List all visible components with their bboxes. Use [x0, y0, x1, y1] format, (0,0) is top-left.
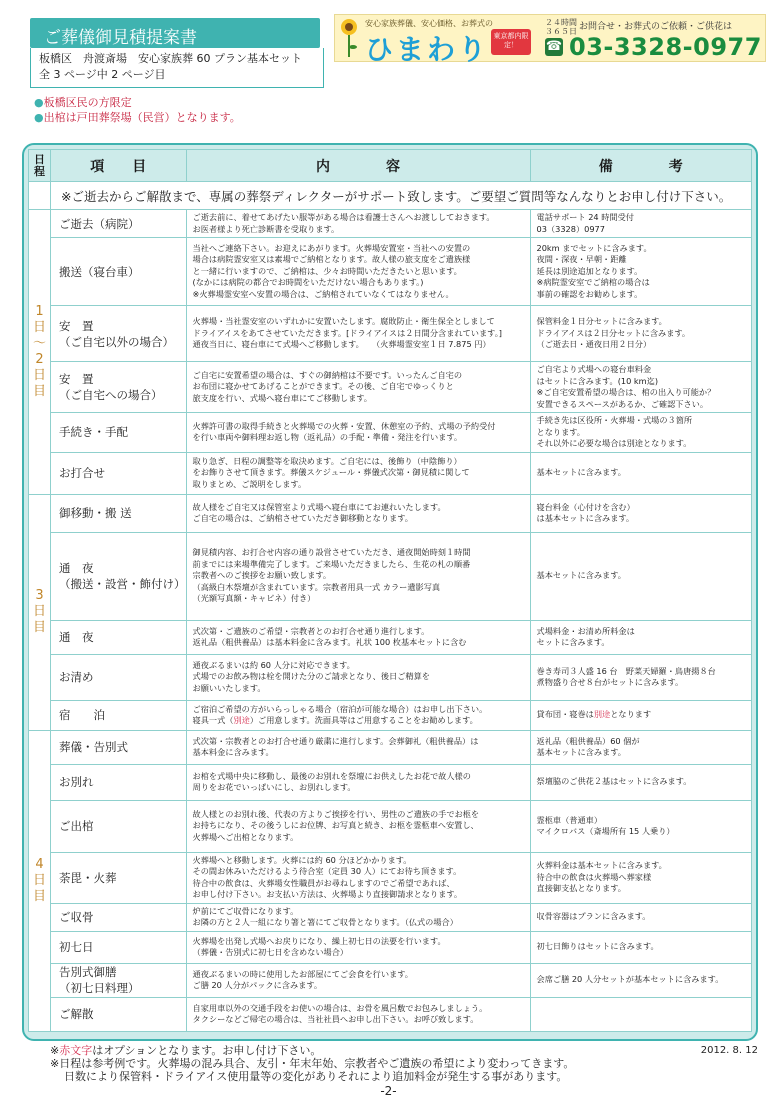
table-row: [29, 238, 752, 306]
day-cell: [29, 182, 51, 210]
row-item: 搬送（寝台車）: [51, 238, 187, 306]
header-remarks: 備 考: [530, 150, 752, 182]
row-remarks: 基本セットに含みます。: [530, 452, 752, 494]
row-item: 葬儀・告別式: [51, 730, 187, 764]
page-title: ご葬儀御見積提案書: [30, 18, 320, 48]
row-content: 通夜ぶるまいは約 60 人分に対応できます。 式場でのお飲み物は栓を開けた分のご請求となり、後日ご精算を お願いいたします。: [186, 654, 530, 700]
table-row: [29, 963, 752, 997]
row-content: 当社へご連絡下さい。お迎えにあがります。火葬場安置室・当社への安置の 場合は病院霊安室又は素場でご納棺となります。故人様の旅支度をご遺族様 と一緒に行いますので、ご納棺は、少々お時間いただきたいと思います。 (なかには病院の都合でお時間をいただけない場合もあります。) ※火葬場霊安室へ安置の場合は、ご納棺されていなくてはなりません。: [186, 238, 530, 306]
table-row: [29, 620, 752, 654]
row-remarks: 保管料金１日分セットに含みます。 ドライアイスは２日分セットに含みます。 （ご逝去日・通夜日用２日分）: [530, 306, 752, 362]
page-number: -2-: [380, 1084, 397, 1098]
table-row: [29, 413, 752, 453]
footer-line-1: ※赤文字はオプションとなります。お申し付け下さい。: [50, 1044, 322, 1057]
row-remarks: 初七日飾りはセットに含みます。: [530, 931, 752, 963]
header-item: 項 目: [51, 150, 187, 182]
notes: [34, 95, 241, 125]
document-date: 2012. 8. 12: [700, 1045, 758, 1056]
row-item: お打合せ: [51, 452, 187, 494]
row-item: 初七日: [51, 931, 187, 963]
row-content: 取り急ぎ、日程の調整等を取決めます。ご自宅には、後飾り（中陰飾り） をお飾りさせて頂きます。葬儀スケジュール・葬儀式次第・御見積に関して 取りまとめ、ご説明をします。: [186, 452, 530, 494]
intro-text: ※ご逝去からご解散まで、専属の葬祭ディレクターがサポート致します。ご要望ご質問等なんなりとお申し付け下さい。: [51, 182, 752, 210]
row-content: 自家用車以外の交通手段をお使いの場合は、お骨を風呂敷でお包みしましょう。 タクシーなどご帰宅の場合は、当社社員へお申し出下さい。お呼び致します。: [186, 997, 530, 1031]
row-remarks: 電話サポート 24 時間受付 03（3328）0977: [530, 210, 752, 238]
row-item: お別れ: [51, 764, 187, 800]
row-item: 告別式御膳 （初七日料理）: [51, 963, 187, 997]
row-item: 荼毘・火葬: [51, 852, 187, 903]
row-content: ご宿泊ご希望の方がいらっしゃる場合（宿泊が可能な場合）はお申し出下さい。 寝具一式（別途）ご用意します。洗面具等はご用意することをお勧めします。: [186, 700, 530, 730]
row-remarks: 火葬料金は基本セットに含みます。 待合中の飲食は火葬場へ葬家様 直接御支払となります。: [530, 852, 752, 903]
phone-icon: ☎: [545, 39, 563, 54]
row-content: 通夜ぶるまいの時に使用したお部屋にてご会食を行います。 ご膳 20 人分がパックに含みます。: [186, 963, 530, 997]
row-content: 故人様とのお別れ後、代表の方よりご挨拶を行い、男性のご遺族の手でお柩を お持ちになり、その後うしにお位牌、お写真と続き、お柩を霊柩車へ安置し、 火葬場へご出棺となります。: [186, 800, 530, 852]
header-line-2: 全 3 ページ中 2 ページ目: [39, 68, 166, 81]
schedule-frame: [22, 143, 758, 1041]
day-cell: 3 日 目: [29, 494, 51, 730]
header-info: [30, 48, 324, 88]
row-item: 通 夜 （搬送・設営・飾付け）: [51, 532, 187, 620]
row-remarks: 貸布団・寝巻は別途となります: [530, 700, 752, 730]
row-content: お棺を式場中央に移動し、最後のお別れを祭壇にお供えしたお花で故人様の 周りをお花でいっぱいにし、お別れします。: [186, 764, 530, 800]
intro-row: [29, 182, 752, 210]
red-text-label: 赤文字: [59, 1044, 93, 1057]
table-row: [29, 210, 752, 238]
table-row: [29, 852, 752, 903]
row-item: 通 夜: [51, 620, 187, 654]
table-row: [29, 452, 752, 494]
table-row: [29, 494, 752, 532]
footer: [50, 1044, 762, 1083]
brand-phone-number[interactable]: 03-3328-0977: [569, 33, 762, 61]
row-item: お清め: [51, 654, 187, 700]
row-remarks: 基本セットに含みます。: [530, 532, 752, 620]
row-remarks: 祭壇脇のご供花２基はセットに含みます。: [530, 764, 752, 800]
header-content: 内 容: [186, 150, 530, 182]
row-content: 火葬場へと移動します。火葬には約 60 分ほどかかります。 その間お休みいただけるよう待合室（定員 30 人）にてお待ち頂きます。 待合中の飲食は、火葬場女性職員がお尋ねしますのでご希望であれば、 お申し付け下さい。お支払い方法は、火葬場より直接御請求となります。: [186, 852, 530, 903]
row-remarks: 20km までセットに含みます。 夜間・深夜・早朝・距離 延長は別途追加となります。 ※病院霊安室でご納棺の場合は 事前の確認をお勧めします。: [530, 238, 752, 306]
table-row: [29, 997, 752, 1031]
header-line-1: 板橋区 舟渡斎場 安心家族葬 60 プラン基本セット: [39, 52, 302, 65]
table-row: [29, 700, 752, 730]
row-remarks: 式場料金・お清め所料金は セットに含みます。: [530, 620, 752, 654]
table-row: [29, 903, 752, 931]
note-item: ●出棺は戸田葬祭場（民営）となります。: [34, 111, 241, 124]
bullet-icon: ●: [34, 96, 44, 109]
day-cell: 1 日 〜 2 日 目: [29, 210, 51, 495]
row-item: ご解散: [51, 997, 187, 1031]
table-row: [29, 654, 752, 700]
brand-badge: 東京都内限定！: [491, 29, 531, 55]
row-remarks: 巻き寿司３人盛 16 台 野菜天婦羅・鳥唐揚８台 煮物盛り合せ８台がセットに含みます。: [530, 654, 752, 700]
row-item: ご収骨: [51, 903, 187, 931]
row-remarks: ご自宅より式場への寝台車料金 はセットに含みます。(10 km迄) ※ご自宅安置希望の場合は、棺の出入り可能か？ 安置できるスペースがあるか、ご確認下さい。: [530, 362, 752, 413]
row-remarks: 会席ご膳 20 人分セットが基本セットに含みます。: [530, 963, 752, 997]
row-remarks: [530, 997, 752, 1031]
row-item: ご出棺: [51, 800, 187, 852]
table-row: [29, 800, 752, 852]
row-remarks: 手続き先は区役所・火葬場・式場の３箇所 となります。 それ以外に必要な場合は別途となります。: [530, 413, 752, 453]
note-item: ●板橋区民の方限定: [34, 96, 132, 109]
brand-banner: [334, 14, 766, 66]
row-content: 故人様をご自宅又は保管室より式場へ寝台車にてお連れいたします。 ご自宅の場合は、ご納棺させていただき御移動となります。: [186, 494, 530, 532]
table-row: [29, 362, 752, 413]
row-content: 式次第・ご遺族のご希望・宗教者とのお打合せ通り進行します。 返礼品（粗供養品）は基本料金に含みます。礼状 100 枚基本セットに含む: [186, 620, 530, 654]
row-content: 火葬場を出発し式場へお戻りになり、繰上初七日の法要を行います。 （葬儀・告別式に初七日を含めない場合）: [186, 931, 530, 963]
day-cell: 4 日 目: [29, 730, 51, 1031]
sunflower-icon: [339, 17, 359, 59]
table-header-row: [29, 150, 752, 182]
brand-hours: ２４時間 ３６５日: [545, 18, 577, 36]
table-row: [29, 764, 752, 800]
table-row: [29, 306, 752, 362]
row-remarks: 返礼品（粗供養品）60 個が 基本セットに含みます。: [530, 730, 752, 764]
row-content: 炉前にてご収骨になります。 お隣の方と２人一組になり箸と箸にてご収骨となります。（仏式の場合）: [186, 903, 530, 931]
row-item: ご逝去（病院）: [51, 210, 187, 238]
footer-line-2: ※日程は参考例です。火葬場の混み具合、友引・年末年始、宗教者やご遺族の希望により変わってきます。: [50, 1057, 575, 1070]
row-content: 火葬許可書の取得手続きと火葬場での火葬・安置、休憩室の予約、式場の予約受付 を行い車両や御料理お返し物（返礼品）の手配・準備・発注を行います。: [186, 413, 530, 453]
footer-line-3: 日数により保管料・ドライアイス使用量等の変化がありそれにより追加料金が発生する事があります。: [64, 1070, 568, 1083]
schedule-table: [28, 149, 752, 1032]
row-content: ご自宅に安置希望の場合は、すぐの御納棺は不要です。いったんご自宅の お布団に寝かせてあげることができます。その後、ご自宅でゆっくりと 旅支度を行い、式場へ寝台車にてご移動します。: [186, 362, 530, 413]
row-content: 火葬場・当社霊安室のいずれかに安置いたします。腐敗防止・衛生保全としまして ドライアイスをあてさせていただきます。[ドライアイスは２日間分含まれています。] 通夜当日に、寝台車にて式場へご移動します。 （火葬場霊安室１日 7.875 円）: [186, 306, 530, 362]
row-item: 宿 泊: [51, 700, 187, 730]
brand-inquiry: お問合せ・お葬式のご依頼・ご供花は: [579, 22, 733, 32]
row-item: 安 置 （ご自宅以外の場合）: [51, 306, 187, 362]
header-day: 日程: [29, 150, 51, 182]
row-item: 御移動・搬 送: [51, 494, 187, 532]
row-content: ご逝去前に、着せてあげたい服等がある場合は看護士さんへお渡ししておきます。 お医者様より死亡診断書を受取ります。: [186, 210, 530, 238]
row-content: 式次第・宗教者とのお打合せ通り厳粛に進行します。会葬御礼（粗供養品）は 基本料金に含みます。: [186, 730, 530, 764]
table-row: [29, 730, 752, 764]
row-remarks: 霊柩車（普通車） マイクロバス（斎場所有 15 人乗り）: [530, 800, 752, 852]
table-body: [29, 182, 752, 1032]
table-row: [29, 532, 752, 620]
table-row: [29, 931, 752, 963]
row-remarks: 収骨容器はプランに含みます。: [530, 903, 752, 931]
brand-tagline: 安心家族葬儀、安心価格、お葬式の: [365, 19, 493, 28]
row-content: 御見積内容、お打合せ内容の通り設営させていただき、通夜開始時刻１時間 前までには来場準備完了します。ご来場いただきましたら、生花の札の順番 宗教者へのご挨拶をお願い致します。 （高級白木祭壇が含まれています。宗教者用具一式 カラー遺影写真 （光額写真額・キャビネ）付き）: [186, 532, 530, 620]
bullet-icon: ●: [34, 111, 44, 124]
row-item: 安 置 （ご自宅への場合）: [51, 362, 187, 413]
row-item: 手続き・手配: [51, 413, 187, 453]
brand-logo: ひまわり: [365, 33, 490, 66]
row-remarks: 寝台料金（心付けを含む） は基本セットに含みます。: [530, 494, 752, 532]
